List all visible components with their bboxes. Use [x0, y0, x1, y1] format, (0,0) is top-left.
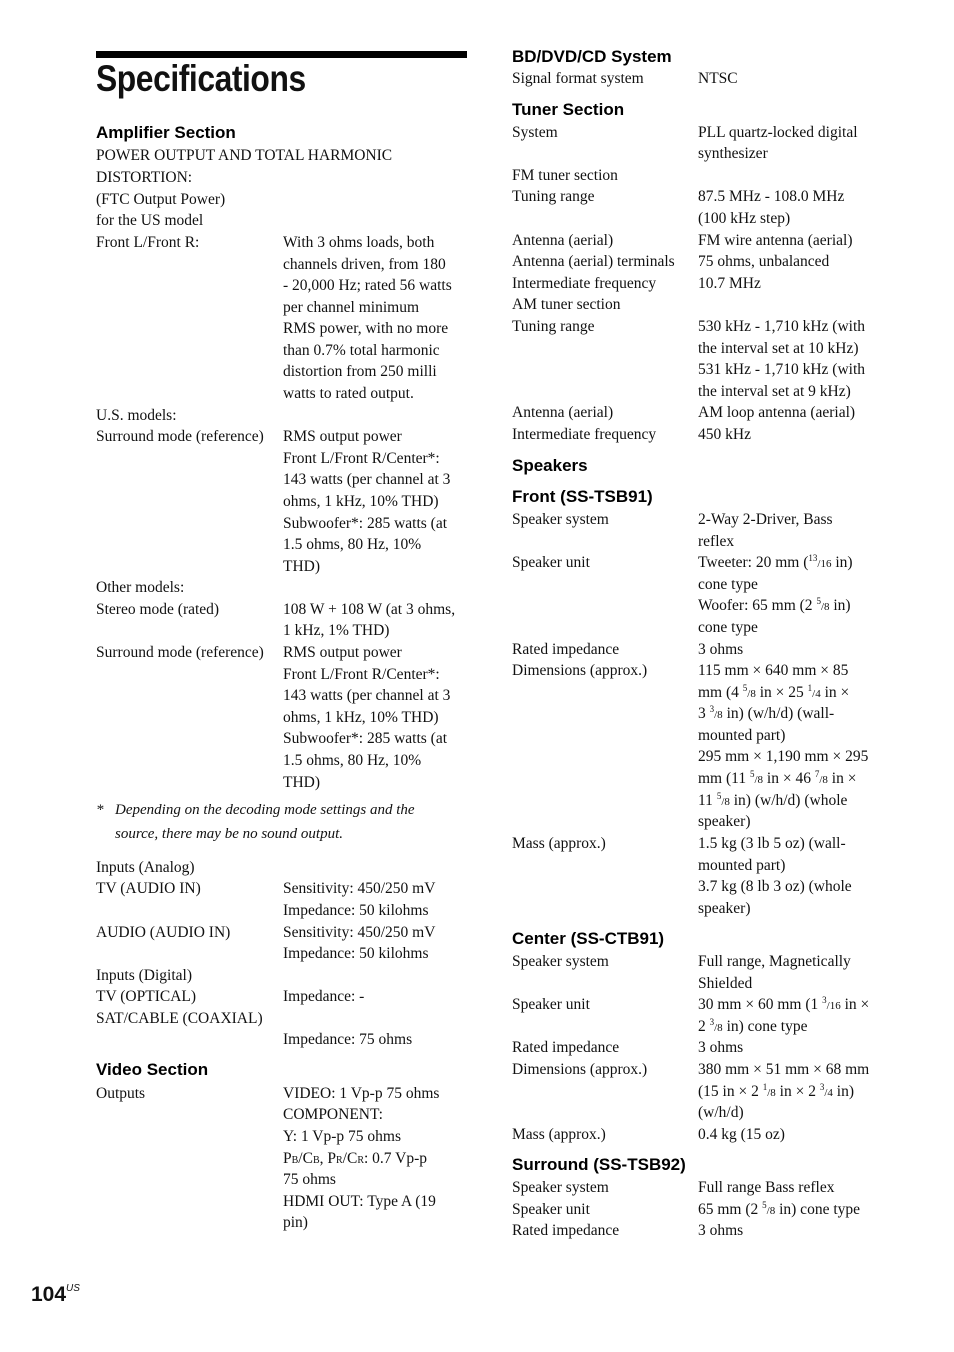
- spec-label: TV (AUDIO IN): [96, 880, 201, 897]
- surround-speaker-heading: Surround (SS-TSB92): [512, 1155, 686, 1174]
- text: in ×: [820, 684, 850, 701]
- text: in) cone type: [775, 1201, 861, 1218]
- spec-value: 0.4 kg (15 oz): [698, 1126, 785, 1143]
- spec-value: than 0.7% total harmonic: [283, 342, 440, 359]
- spec-text: (FTC Output Power): [96, 191, 226, 208]
- spec-value: cone type: [698, 576, 758, 593]
- text: 11: [698, 792, 717, 809]
- text: in): [832, 1083, 854, 1100]
- text: /C: [342, 1150, 358, 1167]
- spec-value: (100 kHz step): [698, 210, 791, 227]
- spec-value: COMPONENT:: [283, 1106, 383, 1123]
- spec-value: synthesizer: [698, 145, 768, 162]
- spec-value: ohms, 1 kHz, 10% THD): [283, 493, 439, 510]
- spec-value: Front L/Front R/Center*:: [283, 666, 440, 683]
- spec-label: Intermediate frequency: [512, 426, 657, 443]
- spec-label: Antenna (aerial): [512, 404, 614, 421]
- text: R: [357, 1155, 364, 1166]
- fraction-denominator: /16: [817, 558, 832, 570]
- spec-label: Mass (approx.): [512, 1126, 606, 1143]
- spec-value-fraction: [698, 994, 869, 1018]
- spec-value: 3 ohms: [698, 1039, 744, 1056]
- spec-label: Dimensions (approx.): [512, 1061, 648, 1078]
- text: in × 2: [775, 1083, 820, 1100]
- spec-value: PLL quartz-locked digital: [698, 124, 858, 141]
- spec-value: the interval set at 9 kHz): [698, 383, 851, 400]
- spec-value: 531 kHz - 1,710 kHz (with: [698, 361, 866, 378]
- spec-value: 1.5 ohms, 80 Hz, 10%: [283, 536, 422, 553]
- spec-value: 87.5 MHz - 108.0 MHz: [698, 188, 845, 205]
- text: /C: [298, 1150, 313, 1167]
- spec-text: DISTORTION:: [96, 169, 193, 186]
- spec-value: mounted part): [698, 857, 786, 874]
- fraction-denominator: /8: [820, 601, 830, 613]
- fraction-denominator: /8: [747, 688, 756, 700]
- spec-value-tweeter: [698, 552, 853, 576]
- spec-value: 380 mm × 51 mm × 68 mm: [698, 1061, 870, 1078]
- spec-value: pin): [283, 1214, 308, 1231]
- footnote-line: source, there may be no sound output.: [115, 826, 344, 842]
- text: in): [829, 597, 851, 614]
- spec-value: reflex: [698, 533, 735, 550]
- spec-text: AM tuner section: [512, 296, 621, 313]
- fraction-denominator: /4: [824, 1087, 833, 1099]
- spec-value: VIDEO: 1 Vp-p 75 ohms: [283, 1085, 440, 1102]
- spec-value-woofer: [698, 595, 851, 619]
- spec-value: Impedance: 75 ohms: [283, 1031, 413, 1048]
- fraction-numerator: 5: [742, 682, 748, 693]
- spec-value: speaker): [698, 813, 751, 830]
- spec-value: 75 ohms, unbalanced: [698, 253, 830, 270]
- text: 2: [698, 1018, 710, 1035]
- text: R: [336, 1155, 343, 1166]
- footnote-mark: *: [96, 802, 104, 818]
- spec-value: cone type: [698, 619, 758, 636]
- fraction-numerator: 3: [819, 1081, 825, 1092]
- fraction-numerator: 3: [822, 994, 827, 1005]
- spec-value: 1.5 kg (3 lb 5 oz) (wall-: [698, 835, 846, 852]
- spec-value: 143 watts (per channel at 3: [283, 687, 451, 704]
- spec-value: ohms, 1 kHz, 10% THD): [283, 709, 439, 726]
- text: in × 25: [755, 684, 808, 701]
- spec-value: RMS output power: [283, 644, 402, 661]
- text: mm (11: [698, 770, 750, 787]
- spec-label: Intermediate frequency: [512, 275, 657, 292]
- text: P: [283, 1150, 292, 1167]
- spec-value: 3 ohms: [698, 1222, 744, 1239]
- text: in) (w/h/d) (whole: [729, 792, 848, 809]
- spec-label: System: [512, 124, 558, 141]
- spec-text: U.S. models:: [96, 407, 177, 424]
- spec-value-fraction: [698, 768, 856, 792]
- tuner-section-heading: Tuner Section: [512, 100, 625, 119]
- fraction-numerator: 1: [807, 682, 813, 693]
- spec-text: FM tuner section: [512, 167, 618, 184]
- spec-value: 108 W + 108 W (at 3 ohms,: [283, 601, 456, 618]
- spec-value: speaker): [698, 900, 751, 917]
- text: 65 mm (2: [698, 1201, 763, 1218]
- fraction-denominator: /8: [819, 774, 828, 786]
- spec-value: Front L/Front R/Center*:: [283, 450, 440, 467]
- spec-label: Speaker unit: [512, 554, 590, 571]
- spec-value: Subwoofer*: 285 watts (at: [283, 730, 448, 747]
- text: in): [831, 554, 853, 571]
- front-speaker-heading: Front (SS-TSB91): [512, 487, 653, 506]
- spec-value: Y: 1 Vp-p 75 ohms: [283, 1128, 401, 1145]
- spec-value: NTSC: [698, 70, 738, 87]
- spec-label: Dimensions (approx.): [512, 662, 648, 679]
- spec-value: 115 mm × 640 mm × 85: [698, 662, 849, 679]
- spec-value: Sensitivity: 450/250 mV: [283, 924, 436, 941]
- spec-value: Full range, Magnetically: [698, 953, 851, 970]
- spec-value: the interval set at 10 kHz): [698, 340, 859, 357]
- spec-label: Rated impedance: [512, 641, 620, 658]
- spec-label: Signal format system: [512, 70, 644, 87]
- fraction-numerator: 3: [709, 1016, 715, 1027]
- page-title: Specifications: [96, 58, 306, 99]
- text: mm (4: [698, 684, 743, 701]
- spec-value: 1.5 ohms, 80 Hz, 10%: [283, 752, 422, 769]
- spec-value: AM loop antenna (aerial): [698, 404, 856, 421]
- spec-label: Tuning range: [512, 188, 595, 205]
- text: ,: [319, 1150, 328, 1167]
- spec-label: Outputs: [96, 1085, 146, 1102]
- spec-value-fraction: [698, 703, 834, 727]
- spec-label: AUDIO (AUDIO IN): [96, 924, 231, 941]
- spec-value: 450 kHz: [698, 426, 751, 443]
- spec-label: TV (OPTICAL): [96, 988, 197, 1005]
- text: (15 in × 2: [698, 1083, 763, 1100]
- text: in) cone type: [722, 1018, 808, 1035]
- spec-value: HDMI OUT: Type A (19: [283, 1193, 436, 1210]
- spec-value: (w/h/d): [698, 1104, 744, 1121]
- fraction-denominator: /4: [812, 688, 821, 700]
- spec-value: per channel minimum: [283, 299, 420, 316]
- center-speaker-heading: Center (SS-CTB91): [512, 929, 665, 948]
- spec-value: RMS power, with no more: [283, 320, 449, 337]
- fraction-numerator: 13: [808, 552, 818, 563]
- spec-value: 10.7 MHz: [698, 275, 761, 292]
- page-number: [31, 1283, 80, 1307]
- spec-value: FM wire antenna (aerial): [698, 232, 853, 249]
- footnote-line: Depending on the decoding mode settings and the: [115, 802, 415, 818]
- spec-label: Tuning range: [512, 318, 595, 335]
- spec-label: Speaker unit: [512, 996, 590, 1013]
- fraction-numerator: 7: [814, 768, 820, 779]
- spec-text: POWER OUTPUT AND TOTAL HARMONIC: [96, 147, 393, 164]
- fraction-denominator: /8: [754, 774, 764, 786]
- spec-label: Mass (approx.): [512, 835, 606, 852]
- spec-label: Surround mode (reference): [96, 644, 264, 661]
- spec-label: Rated impedance: [512, 1222, 620, 1239]
- spec-value: watts to rated output.: [283, 385, 414, 402]
- spec-label: Front L/Front R:: [96, 234, 200, 251]
- spec-value: Full range Bass reflex: [698, 1179, 835, 1196]
- fraction-denominator: /8: [767, 1087, 776, 1099]
- spec-value: 1 kHz, 1% THD): [283, 622, 390, 639]
- fraction-numerator: 3: [709, 703, 715, 714]
- fraction-denominator: /8: [766, 1205, 776, 1217]
- text: 3: [698, 705, 710, 722]
- speakers-section-heading: Speakers: [512, 456, 588, 475]
- spec-value: RMS output power: [283, 428, 402, 445]
- text: B: [291, 1155, 299, 1166]
- spec-value: 530 kHz - 1,710 kHz (with: [698, 318, 866, 335]
- text: in × 46: [763, 770, 815, 787]
- spec-value: 2-Way 2-Driver, Bass: [698, 511, 833, 528]
- fraction-numerator: 5: [762, 1199, 767, 1210]
- spec-label: Speaker system: [512, 1179, 609, 1196]
- spec-text: Inputs (Analog): [96, 859, 195, 876]
- text: Tweeter: 20 mm (: [698, 554, 809, 571]
- text: P: [327, 1150, 336, 1167]
- spec-label: Speaker system: [512, 953, 609, 970]
- spec-value: distortion from 250 milli: [283, 363, 437, 380]
- fraction-numerator: 5: [716, 790, 722, 801]
- text: in) (w/h/d) (wall-: [722, 705, 835, 722]
- fraction-numerator: 1: [762, 1081, 768, 1092]
- text: in ×: [840, 996, 870, 1013]
- text: 30 mm × 60 mm (1: [698, 996, 823, 1013]
- fraction-numerator: 5: [749, 768, 755, 779]
- spec-value: Impedance: 50 kilohms: [283, 945, 429, 962]
- spec-value: Shielded: [698, 975, 753, 992]
- text: Woofer: 65 mm (2: [698, 597, 817, 614]
- spec-label: Speaker unit: [512, 1201, 590, 1218]
- spec-label: SAT/CABLE (COAXIAL): [96, 1010, 263, 1027]
- spec-label: Stereo mode (rated): [96, 601, 220, 618]
- spec-value: 75 ohms: [283, 1171, 336, 1188]
- fraction-numerator: 5: [816, 595, 821, 606]
- fraction-denominator: /8: [721, 796, 730, 808]
- spec-value: Sensitivity: 450/250 mV: [283, 880, 436, 897]
- spec-value: 3.7 kg (8 lb 3 oz) (whole: [698, 878, 852, 895]
- bd-section-heading: BD/DVD/CD System: [512, 47, 672, 66]
- text: B: [312, 1155, 320, 1166]
- spec-value: Impedance: -: [283, 988, 365, 1005]
- spec-label: Antenna (aerial): [512, 232, 614, 249]
- spec-value: THD): [283, 774, 321, 791]
- fraction-denominator: /16: [826, 1000, 841, 1012]
- spec-text: for the US model: [96, 212, 204, 229]
- text: in ×: [827, 770, 857, 787]
- spec-value: 143 watts (per channel at 3: [283, 471, 451, 488]
- page-number-suffix: US: [66, 1283, 80, 1294]
- spec-text: Inputs (Digital): [96, 967, 192, 984]
- title-rule: [96, 51, 467, 58]
- fraction-denominator: /8: [714, 709, 723, 721]
- spec-value: mounted part): [698, 727, 786, 744]
- fraction-denominator: /8: [714, 1022, 723, 1034]
- video-section-heading: Video Section: [96, 1060, 209, 1079]
- spec-value: With 3 ohms loads, both: [283, 234, 435, 251]
- spec-label: Surround mode (reference): [96, 428, 264, 445]
- spec-value: - 20,000 Hz; rated 56 watts: [283, 277, 452, 294]
- spec-label: Speaker system: [512, 511, 609, 528]
- spec-value: Impedance: 50 kilohms: [283, 902, 429, 919]
- spec-text: Other models:: [96, 579, 185, 596]
- spec-value: 3 ohms: [698, 641, 744, 658]
- spec-label: Antenna (aerial) terminals: [512, 253, 675, 270]
- spec-value: THD): [283, 558, 321, 575]
- spec-label: Rated impedance: [512, 1039, 620, 1056]
- spec-value: 295 mm × 1,190 mm × 295: [698, 748, 869, 765]
- page-number-value: 104: [31, 1283, 67, 1306]
- text: : 0.7 Vp-p: [364, 1150, 428, 1167]
- spec-value: Subwoofer*: 285 watts (at: [283, 515, 448, 532]
- amplifier-section-heading: Amplifier Section: [96, 123, 236, 142]
- spec-value: channels driven, from 180: [283, 256, 446, 273]
